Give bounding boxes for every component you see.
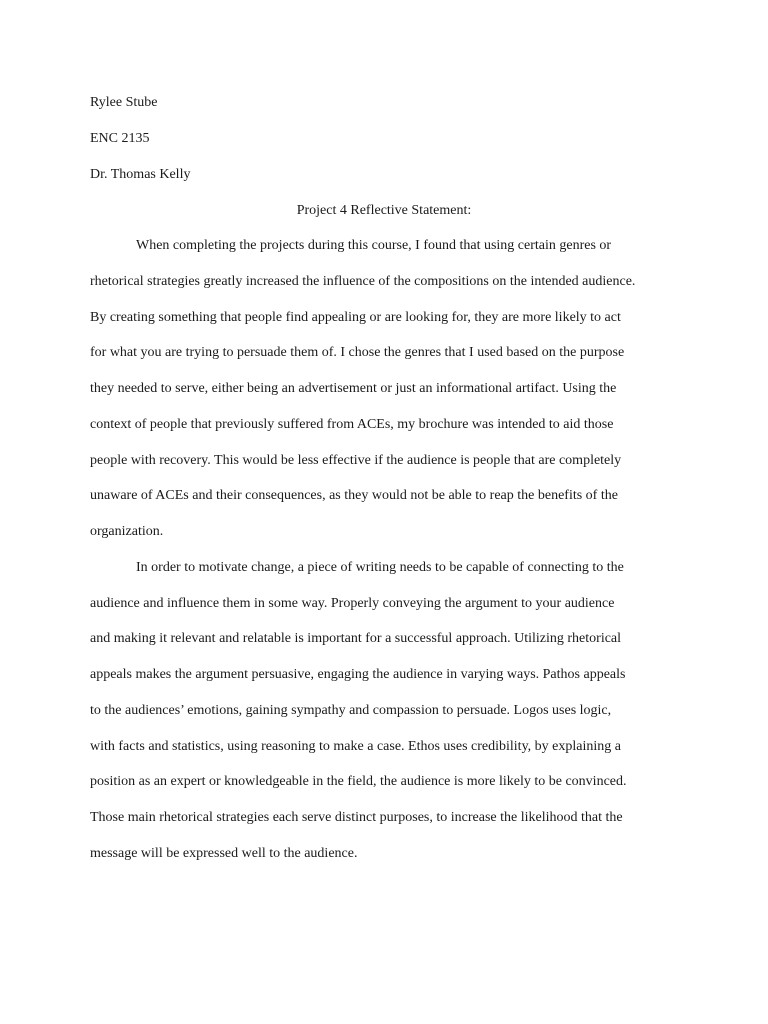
paragraph-line: with facts and statistics, using reasoning to make a case. Ethos uses credibility, by explaining a xyxy=(90,739,621,754)
document-title: Project 4 Reflective Statement: xyxy=(296,203,472,218)
paragraph-line: they needed to serve, either being an advertisement or just an informational artifact. Using the xyxy=(90,381,617,396)
paragraph-line: audience and influence them in some way. Properly conveying the argument to your audience xyxy=(90,596,615,611)
paragraph-line: and making it relevant and relatable is important for a successful approach. Utilizing rhetorical xyxy=(90,631,622,646)
paragraph-line: message will be expressed well to the audience. xyxy=(90,846,358,861)
paragraph-line: context of people that previously suffered from ACEs, my brochure was intended to aid those xyxy=(90,417,614,432)
paragraph-line: to the audiences’ emotions, gaining sympathy and compassion to persuade. Logos uses logic, xyxy=(90,703,612,718)
paragraph-line: By creating something that people find appealing or are looking for, they are more likely to act xyxy=(90,310,621,325)
paragraph-line: appeals makes the argument persuasive, engaging the audience in varying ways. Pathos appeals xyxy=(90,667,626,682)
author-name: Rylee Stube xyxy=(90,95,158,110)
paragraph-line: position as an expert or knowledgeable in the field, the audience is more likely to be convinced. xyxy=(90,774,627,789)
course-code: ENC 2135 xyxy=(90,131,150,146)
paragraph-line: In order to motivate change, a piece of writing needs to be capable of connecting to the xyxy=(136,560,624,575)
paragraph-line: When completing the projects during this course, I found that using certain genres or xyxy=(136,238,612,253)
paragraph-line: rhetorical strategies greatly increased the influence of the compositions on the intended audience. xyxy=(90,274,636,289)
paragraph-line: unaware of ACEs and their consequences, as they would not be able to reap the benefits of the xyxy=(90,488,618,503)
paragraph-line: people with recovery. This would be less effective if the audience is people that are completely xyxy=(90,453,622,468)
instructor-name: Dr. Thomas Kelly xyxy=(90,167,191,182)
paragraph-line: for what you are trying to persuade them of. I chose the genres that I used based on the purpose xyxy=(90,345,625,360)
paragraph-line: organization. xyxy=(90,524,164,539)
paragraph-line: Those main rhetorical strategies each serve distinct purposes, to increase the likelihood that the xyxy=(90,810,623,825)
